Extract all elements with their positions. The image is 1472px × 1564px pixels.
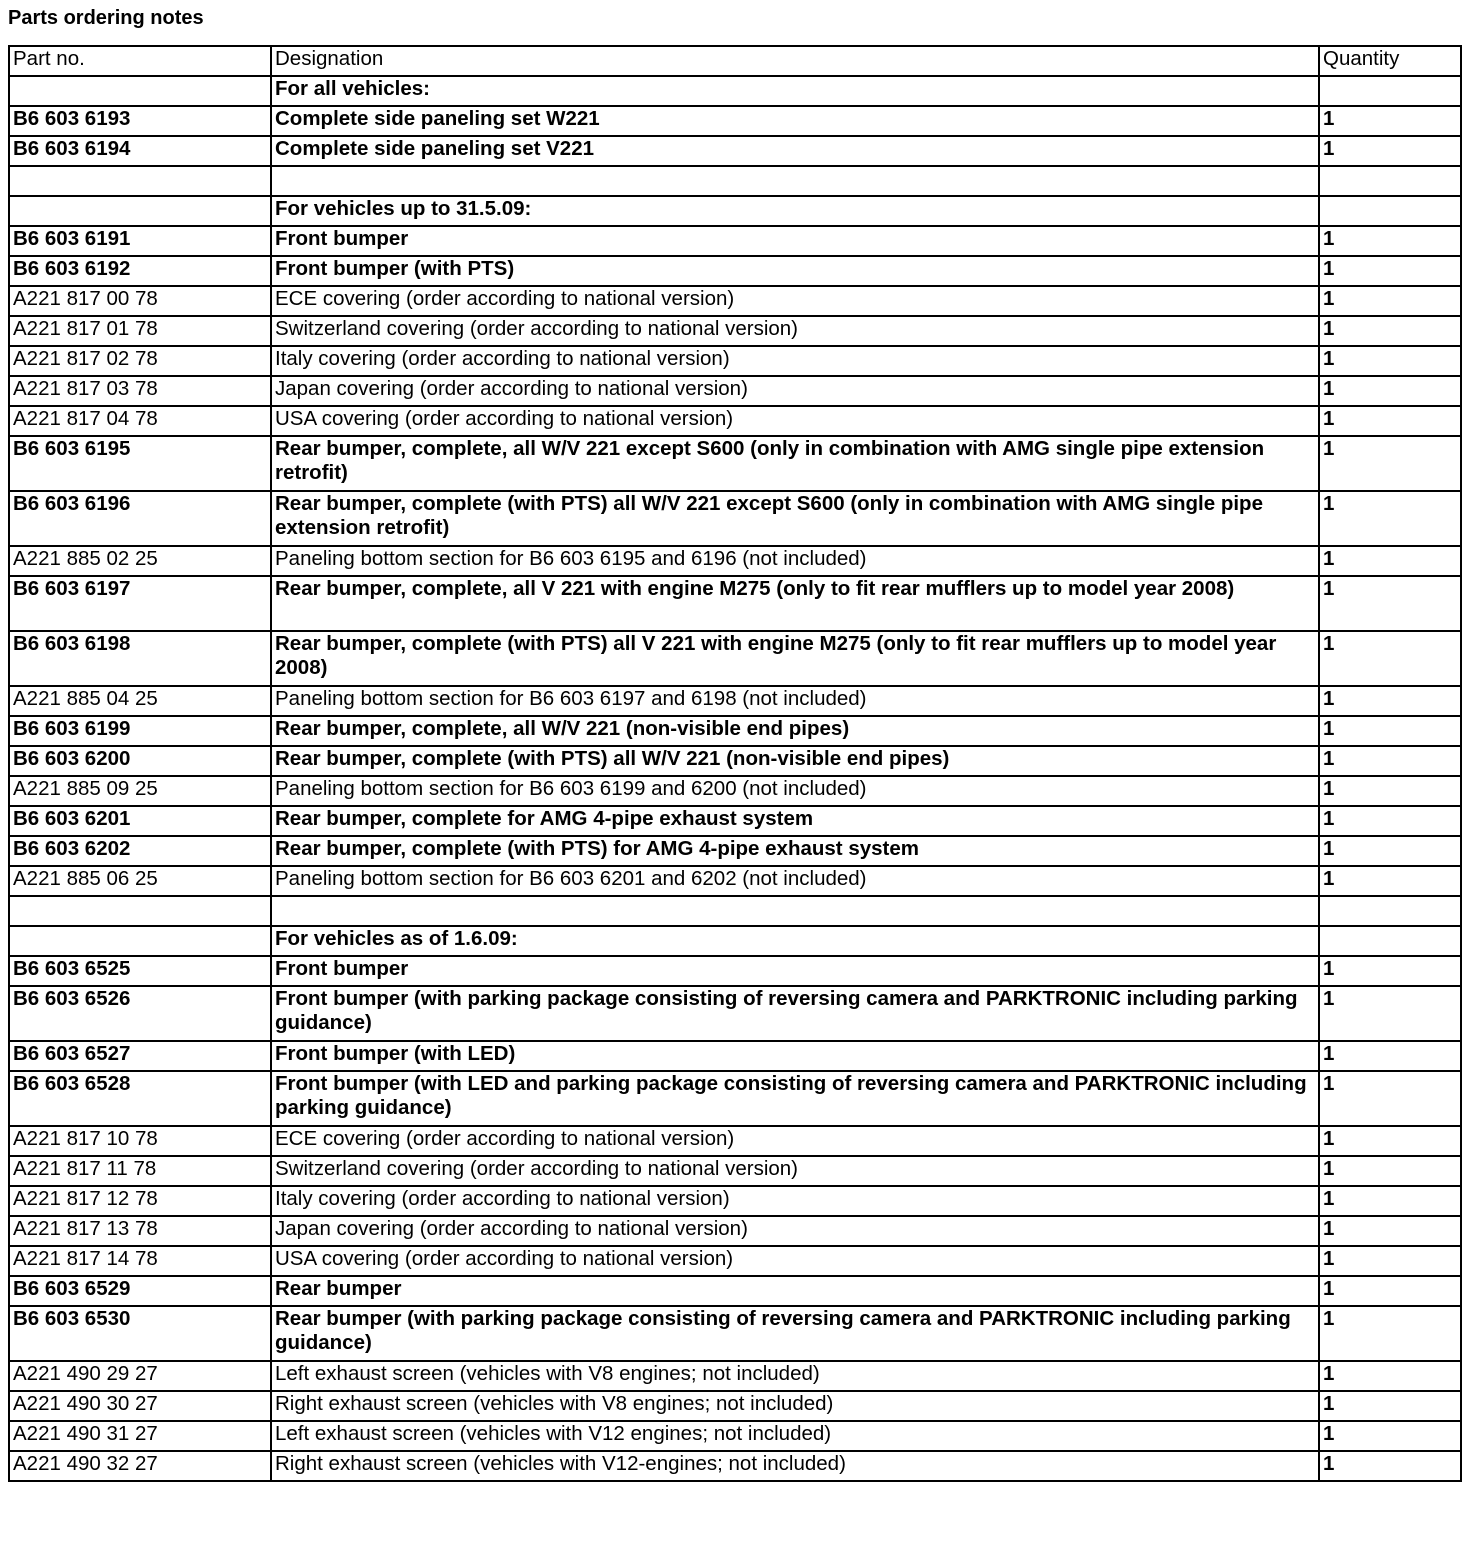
- designation-cell: Rear bumper, complete for AMG 4-pipe exhaust system: [271, 806, 1319, 836]
- part-no-cell: [9, 926, 271, 956]
- table-row: [9, 746, 1461, 776]
- part-no-cell: A221 490 31 27: [9, 1421, 271, 1451]
- part-no-cell: B6 603 6202: [9, 836, 271, 866]
- designation-cell: Complete side paneling set V221: [271, 136, 1319, 166]
- parts-table: [8, 45, 1462, 1482]
- table-row: [9, 1246, 1461, 1276]
- table-row: [9, 136, 1461, 166]
- designation-cell: ECE covering (order according to national version): [271, 1126, 1319, 1156]
- part-no-cell: A221 817 11 78: [9, 1156, 271, 1186]
- designation-cell: Front bumper: [271, 956, 1319, 986]
- quantity-cell: [1319, 926, 1461, 956]
- designation-cell: Rear bumper, complete, all W/V 221 (non-visible end pipes): [271, 716, 1319, 746]
- table-row: [9, 956, 1461, 986]
- quantity-cell: 1: [1319, 1276, 1461, 1306]
- part-no-cell: A221 817 00 78: [9, 286, 271, 316]
- designation-cell: Rear bumper, complete (with PTS) all V 221 with engine M275 (only to fit rear mufflers up to model year 2008): [271, 631, 1319, 686]
- table-header-row: [9, 46, 1461, 76]
- part-no-cell: [9, 166, 271, 196]
- designation-cell: Switzerland covering (order according to national version): [271, 1156, 1319, 1186]
- designation-cell: Japan covering (order according to national version): [271, 376, 1319, 406]
- table-row: [9, 1041, 1461, 1071]
- table-row: [9, 166, 1461, 196]
- table-row: [9, 196, 1461, 226]
- table-row: [9, 1216, 1461, 1246]
- quantity-cell: 1: [1319, 226, 1461, 256]
- quantity-cell: 1: [1319, 136, 1461, 166]
- table-row: [9, 346, 1461, 376]
- quantity-cell: 1: [1319, 376, 1461, 406]
- quantity-cell: 1: [1319, 1306, 1461, 1361]
- table-row: [9, 106, 1461, 136]
- table-row: [9, 776, 1461, 806]
- table-row: [9, 1186, 1461, 1216]
- designation-cell: For vehicles up to 31.5.09:: [271, 196, 1319, 226]
- part-no-cell: B6 603 6200: [9, 746, 271, 776]
- quantity-cell: [1319, 196, 1461, 226]
- table-row: [9, 926, 1461, 956]
- part-no-cell: A221 490 29 27: [9, 1361, 271, 1391]
- table-row: [9, 986, 1461, 1041]
- header-designation: Designation: [271, 46, 1319, 76]
- part-no-cell: A221 817 10 78: [9, 1126, 271, 1156]
- part-no-cell: A221 817 12 78: [9, 1186, 271, 1216]
- part-no-cell: B6 603 6191: [9, 226, 271, 256]
- quantity-cell: 1: [1319, 1041, 1461, 1071]
- designation-cell: [271, 166, 1319, 196]
- quantity-cell: 1: [1319, 806, 1461, 836]
- quantity-cell: 1: [1319, 716, 1461, 746]
- part-no-cell: A221 817 13 78: [9, 1216, 271, 1246]
- quantity-cell: 1: [1319, 346, 1461, 376]
- quantity-cell: 1: [1319, 956, 1461, 986]
- table-row: [9, 256, 1461, 286]
- designation-cell: Front bumper: [271, 226, 1319, 256]
- table-row: [9, 316, 1461, 346]
- quantity-cell: 1: [1319, 1186, 1461, 1216]
- part-no-cell: A221 817 14 78: [9, 1246, 271, 1276]
- part-no-cell: B6 603 6198: [9, 631, 271, 686]
- quantity-cell: 1: [1319, 576, 1461, 631]
- quantity-cell: [1319, 76, 1461, 106]
- part-no-cell: A221 817 02 78: [9, 346, 271, 376]
- part-no-cell: A221 885 04 25: [9, 686, 271, 716]
- designation-cell: Rear bumper, complete (with PTS) all W/V 221 (non-visible end pipes): [271, 746, 1319, 776]
- designation-cell: Left exhaust screen (vehicles with V12 engines; not included): [271, 1421, 1319, 1451]
- table-row: [9, 576, 1461, 631]
- designation-cell: USA covering (order according to national version): [271, 406, 1319, 436]
- header-part-no: Part no.: [9, 46, 271, 76]
- table-row: [9, 1156, 1461, 1186]
- table-row: [9, 1126, 1461, 1156]
- designation-cell: Paneling bottom section for B6 603 6199 and 6200 (not included): [271, 776, 1319, 806]
- quantity-cell: [1319, 166, 1461, 196]
- designation-cell: Switzerland covering (order according to national version): [271, 316, 1319, 346]
- quantity-cell: 1: [1319, 1391, 1461, 1421]
- designation-cell: USA covering (order according to national version): [271, 1246, 1319, 1276]
- designation-cell: Right exhaust screen (vehicles with V12-engines; not included): [271, 1451, 1319, 1481]
- part-no-cell: [9, 196, 271, 226]
- quantity-cell: 1: [1319, 776, 1461, 806]
- table-row: [9, 1306, 1461, 1361]
- quantity-cell: 1: [1319, 686, 1461, 716]
- designation-cell: [271, 896, 1319, 926]
- quantity-cell: 1: [1319, 1126, 1461, 1156]
- part-no-cell: B6 603 6195: [9, 436, 271, 491]
- part-no-cell: A221 817 04 78: [9, 406, 271, 436]
- quantity-cell: 1: [1319, 746, 1461, 776]
- quantity-cell: 1: [1319, 1156, 1461, 1186]
- part-no-cell: [9, 76, 271, 106]
- table-row: [9, 1361, 1461, 1391]
- part-no-cell: A221 490 30 27: [9, 1391, 271, 1421]
- designation-cell: For vehicles as of 1.6.09:: [271, 926, 1319, 956]
- part-no-cell: B6 603 6525: [9, 956, 271, 986]
- part-no-cell: B6 603 6194: [9, 136, 271, 166]
- part-no-cell: B6 603 6526: [9, 986, 271, 1041]
- table-row: [9, 76, 1461, 106]
- table-row: [9, 686, 1461, 716]
- quantity-cell: 1: [1319, 836, 1461, 866]
- part-no-cell: B6 603 6192: [9, 256, 271, 286]
- quantity-cell: 1: [1319, 436, 1461, 491]
- designation-cell: Rear bumper, complete (with PTS) for AMG 4-pipe exhaust system: [271, 836, 1319, 866]
- quantity-cell: 1: [1319, 491, 1461, 546]
- table-row: [9, 1421, 1461, 1451]
- part-no-cell: A221 885 09 25: [9, 776, 271, 806]
- quantity-cell: 1: [1319, 286, 1461, 316]
- quantity-cell: 1: [1319, 1421, 1461, 1451]
- designation-cell: Paneling bottom section for B6 603 6197 and 6198 (not included): [271, 686, 1319, 716]
- table-row: [9, 546, 1461, 576]
- part-no-cell: A221 817 01 78: [9, 316, 271, 346]
- designation-cell: Rear bumper, complete, all V 221 with engine M275 (only to fit rear mufflers up to model year 2008): [271, 576, 1319, 631]
- table-row: [9, 226, 1461, 256]
- table-row: [9, 806, 1461, 836]
- part-no-cell: A221 885 06 25: [9, 866, 271, 896]
- designation-cell: For all vehicles:: [271, 76, 1319, 106]
- table-row: [9, 1451, 1461, 1481]
- designation-cell: Rear bumper, complete, all W/V 221 except S600 (only in combination with AMG single pipe extension retrofit): [271, 436, 1319, 491]
- part-no-cell: B6 603 6530: [9, 1306, 271, 1361]
- part-no-cell: B6 603 6199: [9, 716, 271, 746]
- quantity-cell: 1: [1319, 1071, 1461, 1126]
- quantity-cell: 1: [1319, 1451, 1461, 1481]
- table-row: [9, 1276, 1461, 1306]
- designation-cell: Rear bumper (with parking package consisting of reversing camera and PARKTRONIC including parking guidance): [271, 1306, 1319, 1361]
- designation-cell: Paneling bottom section for B6 603 6195 and 6196 (not included): [271, 546, 1319, 576]
- designation-cell: Rear bumper, complete (with PTS) all W/V 221 except S600 (only in combination with AMG single pipe extension retrofit): [271, 491, 1319, 546]
- quantity-cell: [1319, 896, 1461, 926]
- page-title: Parts ordering notes: [8, 7, 204, 29]
- part-no-cell: A221 490 32 27: [9, 1451, 271, 1481]
- part-no-cell: B6 603 6193: [9, 106, 271, 136]
- quantity-cell: 1: [1319, 256, 1461, 286]
- designation-cell: Front bumper (with parking package consisting of reversing camera and PARKTRONIC including parking guidance): [271, 986, 1319, 1041]
- quantity-cell: 1: [1319, 986, 1461, 1041]
- designation-cell: Italy covering (order according to national version): [271, 1186, 1319, 1216]
- header-quantity: Quantity: [1319, 46, 1461, 76]
- part-no-cell: B6 603 6527: [9, 1041, 271, 1071]
- table-body: [9, 76, 1461, 1481]
- designation-cell: Rear bumper: [271, 1276, 1319, 1306]
- part-no-cell: B6 603 6529: [9, 1276, 271, 1306]
- designation-cell: Complete side paneling set W221: [271, 106, 1319, 136]
- designation-cell: Front bumper (with LED): [271, 1041, 1319, 1071]
- designation-cell: Front bumper (with LED and parking package consisting of reversing camera and PARKTRONIC including parking guidance): [271, 1071, 1319, 1126]
- quantity-cell: 1: [1319, 1216, 1461, 1246]
- quantity-cell: 1: [1319, 406, 1461, 436]
- designation-cell: Japan covering (order according to national version): [271, 1216, 1319, 1246]
- table-row: [9, 631, 1461, 686]
- designation-cell: Right exhaust screen (vehicles with V8 engines; not included): [271, 1391, 1319, 1421]
- part-no-cell: A221 817 03 78: [9, 376, 271, 406]
- quantity-cell: 1: [1319, 1246, 1461, 1276]
- table-row: [9, 491, 1461, 546]
- part-no-cell: B6 603 6201: [9, 806, 271, 836]
- part-no-cell: B6 603 6528: [9, 1071, 271, 1126]
- table-row: [9, 1391, 1461, 1421]
- part-no-cell: B6 603 6197: [9, 576, 271, 631]
- table-row: [9, 436, 1461, 491]
- designation-cell: Front bumper (with PTS): [271, 256, 1319, 286]
- quantity-cell: 1: [1319, 316, 1461, 346]
- table-row: [9, 866, 1461, 896]
- designation-cell: Left exhaust screen (vehicles with V8 engines; not included): [271, 1361, 1319, 1391]
- quantity-cell: 1: [1319, 1361, 1461, 1391]
- table-row: [9, 406, 1461, 436]
- part-no-cell: B6 603 6196: [9, 491, 271, 546]
- part-no-cell: A221 885 02 25: [9, 546, 271, 576]
- quantity-cell: 1: [1319, 631, 1461, 686]
- table-row: [9, 836, 1461, 866]
- designation-cell: Italy covering (order according to national version): [271, 346, 1319, 376]
- table-row: [9, 286, 1461, 316]
- table-row: [9, 896, 1461, 926]
- table-row: [9, 716, 1461, 746]
- quantity-cell: 1: [1319, 866, 1461, 896]
- table-row: [9, 1071, 1461, 1126]
- quantity-cell: 1: [1319, 106, 1461, 136]
- table-row: [9, 376, 1461, 406]
- designation-cell: Paneling bottom section for B6 603 6201 and 6202 (not included): [271, 866, 1319, 896]
- quantity-cell: 1: [1319, 546, 1461, 576]
- part-no-cell: [9, 896, 271, 926]
- designation-cell: ECE covering (order according to national version): [271, 286, 1319, 316]
